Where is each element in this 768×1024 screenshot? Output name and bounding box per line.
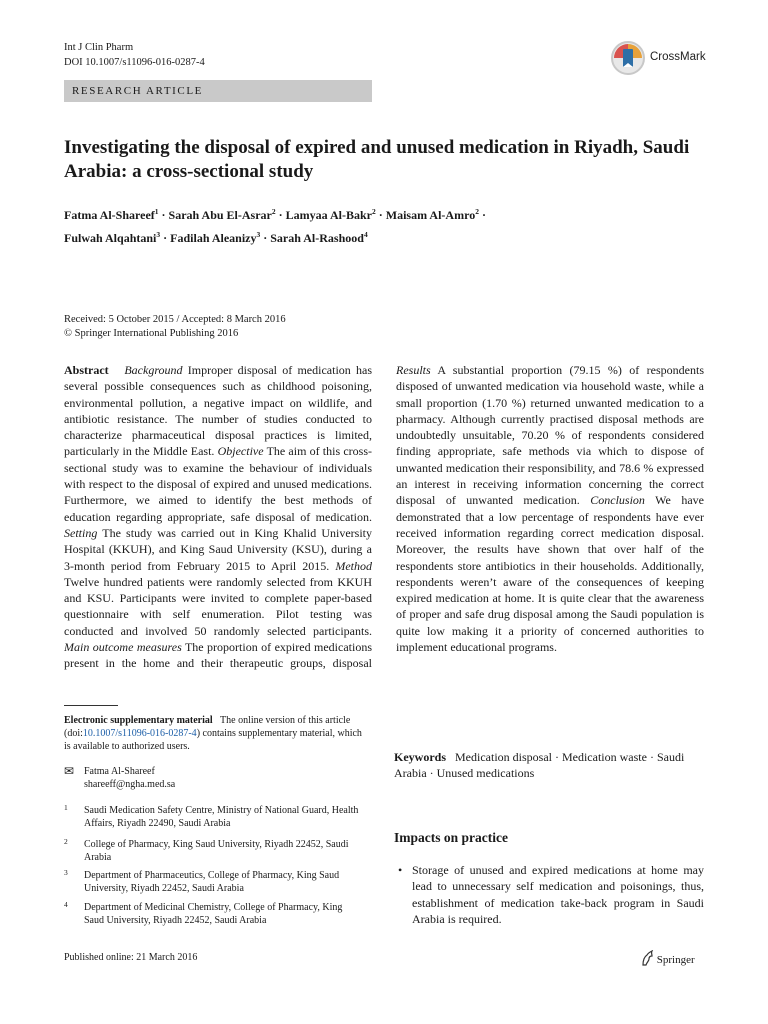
outcome-text: The proportion of expired medications present in the home and their therapeutic groups, disposal <box>64 640 372 671</box>
affiliation-text: Department of Pharmaceutics, College of Pharmacy, King Saud University, Riyadh 22452, Saudi Arabia <box>84 870 340 894</box>
background-text: Improper disposal of medication has several possible consequences such as childhood poisoning, environmental pollution, a negative impact on wildlife, and antibiotic resistance. The number of studies conducted to characterize pharmaceutical disposal practices is limited, particularly in the Middle East. <box>64 363 372 459</box>
author-name: Sarah Abu El-Asrar <box>168 208 272 222</box>
article-title: Investigating the disposal of expired and unused medication in Riyadh, Saudi Arabia: a cross-sectional study <box>64 137 690 182</box>
envelope-icon: ✉ <box>64 764 75 778</box>
publication-dates <box>64 313 286 341</box>
objective-text: The aim of this cross-sectional study was to examine the behaviour of individuals with respect to the disposal of expired and unused medications. Furthermore, we aimed to identify the best methods of education regarding appropriate, safe disposal of medication. <box>64 444 372 524</box>
setting-text: The study was carried out in King Khalid University Hospital (KKUH), and King Saud University (KSU), during a 3-month period from February 2015 to April 2015. <box>64 525 372 573</box>
conclusion-text: We have demonstrated that a low percentage of respondents have ever received information regarding correct medication disposal. Moreover, the results have shown that over half of the respondents store antibiotics in their households. Additionally, respondents weren’t aware of the consequences of keeping expired medication at home. It is quite clear that the awareness of proper and safe drug disposal among the Saudi population is quite low making it a priority of concerned authorities to implement educational programs. <box>396 493 704 655</box>
keywords-label: Keywords <box>394 750 446 764</box>
crossmark-icon <box>610 40 646 76</box>
springer-horse-icon <box>640 950 654 966</box>
footnote-divider <box>64 705 118 706</box>
doi-line: DOI 10.1007/s11096-016-0287-4 <box>64 57 205 68</box>
impacts-item-text: Storage of unused and expired medications at home may lead to unnecessary self medication and poisonings, thus, establishment of medication take-back program in Saudi Arabia is required. <box>412 863 704 926</box>
author-affiliation-mark: 4 <box>363 230 368 239</box>
keywords-text: Medication disposal · Medication waste · Saudi Arabia · Unused medications <box>394 750 685 780</box>
affiliation-text: Department of Medicinal Chemistry, College of Pharmacy, King Saud University, Riyadh 22452, Saudi Arabia <box>84 902 343 926</box>
affiliation-number: 3 <box>64 868 68 877</box>
method-text: Twelve hundred patients were randomly selected from KKUH and KSU. Participants were invited to complete paper-based questionnaire with self enumeration. Pilot testing was conducted and involved 50 randomly selected participants. <box>64 574 372 638</box>
esm-label: Electronic supplementary material <box>64 715 213 726</box>
impacts-list-item <box>394 862 704 932</box>
abstract-right-column <box>396 362 704 655</box>
abstract-left-column <box>64 362 372 672</box>
conclusion-label: Conclusion <box>590 493 645 508</box>
affiliation-text: Saudi Medication Safety Centre, Ministry of National Guard, Health Affairs, Riyadh 22490, Saudi Arabia <box>84 805 359 829</box>
affiliation-number: 2 <box>64 837 68 846</box>
affiliation-item <box>64 804 364 832</box>
copyright-line: © Springer International Publishing 2016 <box>64 328 239 339</box>
method-label: Method <box>335 558 372 573</box>
contact-name: Fatma Al-Shareef <box>84 766 155 777</box>
author-name: Lamyaa Al-Bakr <box>285 208 372 222</box>
results-text: A substantial proportion (79.15 %) of respondents disposed of unwanted medication via household waste, while a small proportion (1.70 %) returned unwanted medication to a pharmacy. Although currently practised disposal methods are undoubtedly unsuitable, 70.20 % of respondents considered finding appropriate, safe methods via which to dispose of unwanted medication their responsibility, and 78.6 % expressed an interest in receiving information concerning the correct disposal of unwanted medication. <box>396 363 704 508</box>
affiliation-item <box>64 838 364 866</box>
impacts-heading: Impacts on practice <box>394 830 508 845</box>
author-affiliation-mark: 2 <box>372 207 376 216</box>
esm-text-pre: The online version of this article (doi: <box>64 715 351 739</box>
author-name: Sarah Al-Rashood <box>270 231 364 245</box>
author-name: Fadilah Aleanizy <box>170 231 257 245</box>
article-type-banner: RESEARCH ARTICLE <box>64 80 372 102</box>
esm-doi-link[interactable]: 10.1007/s11096-016-0287-4 <box>82 728 197 739</box>
affiliation-item <box>64 901 364 929</box>
affiliation-number: 1 <box>64 803 68 812</box>
esm-text-post: ) contains supplementary material, which is available to authorized users. <box>64 728 362 752</box>
objective-label: Objective <box>217 444 264 459</box>
affiliation-item <box>64 869 364 897</box>
author-affiliation-mark: 2 <box>475 207 479 216</box>
author-name: Fulwah Alqahtani <box>64 231 157 245</box>
setting-label: Setting <box>64 525 98 540</box>
published-online: Published online: 21 March 2016 <box>64 952 198 963</box>
author-affiliation-mark: 2 <box>271 207 276 216</box>
background-label: Background <box>124 363 183 377</box>
keywords <box>394 749 704 781</box>
affiliation-number: 4 <box>64 900 68 909</box>
contact-email[interactable]: shareeff@ngha.med.sa <box>84 779 176 790</box>
publisher-name: Springer <box>656 954 695 966</box>
crossmark-badge[interactable] <box>610 40 720 78</box>
abstract-label: Abstract <box>64 363 109 377</box>
journal-name: Int J Clin Pharm <box>64 42 134 53</box>
author-affiliation-mark: 3 <box>156 230 161 239</box>
author-list: Fatma Al-Shareef$^1$ · Sarah Abu El-Asrar$^2$ · Lamyaa Al-Bakr$^2$ · Maisam Al-Amro$^2$ · Fulwah Alqahtani$^3$ · Fadilah Aleanizy$^3$ · Sarah Al-Rashood$^4$ <box>64 207 486 245</box>
results-label: Results <box>396 363 431 377</box>
crossmark-label: CrossMark <box>650 51 706 63</box>
author-affiliation-mark: 3 <box>256 230 261 239</box>
author-affiliation-mark: 1 <box>154 207 159 216</box>
author-name: Maisam Al-Amro <box>385 208 476 222</box>
author-name: Fatma Al-Shareef <box>64 208 155 222</box>
affiliation-text: College of Pharmacy, King Saud University, Riyadh 22452, Saudi Arabia <box>84 839 349 863</box>
bullet-icon: • <box>398 863 403 877</box>
received-accepted: Received: 5 October 2015 / Accepted: 8 March 2016 <box>64 314 286 325</box>
outcome-label: Main outcome measures <box>64 640 182 655</box>
supplementary-note <box>64 714 364 753</box>
springer-logo <box>640 950 695 966</box>
